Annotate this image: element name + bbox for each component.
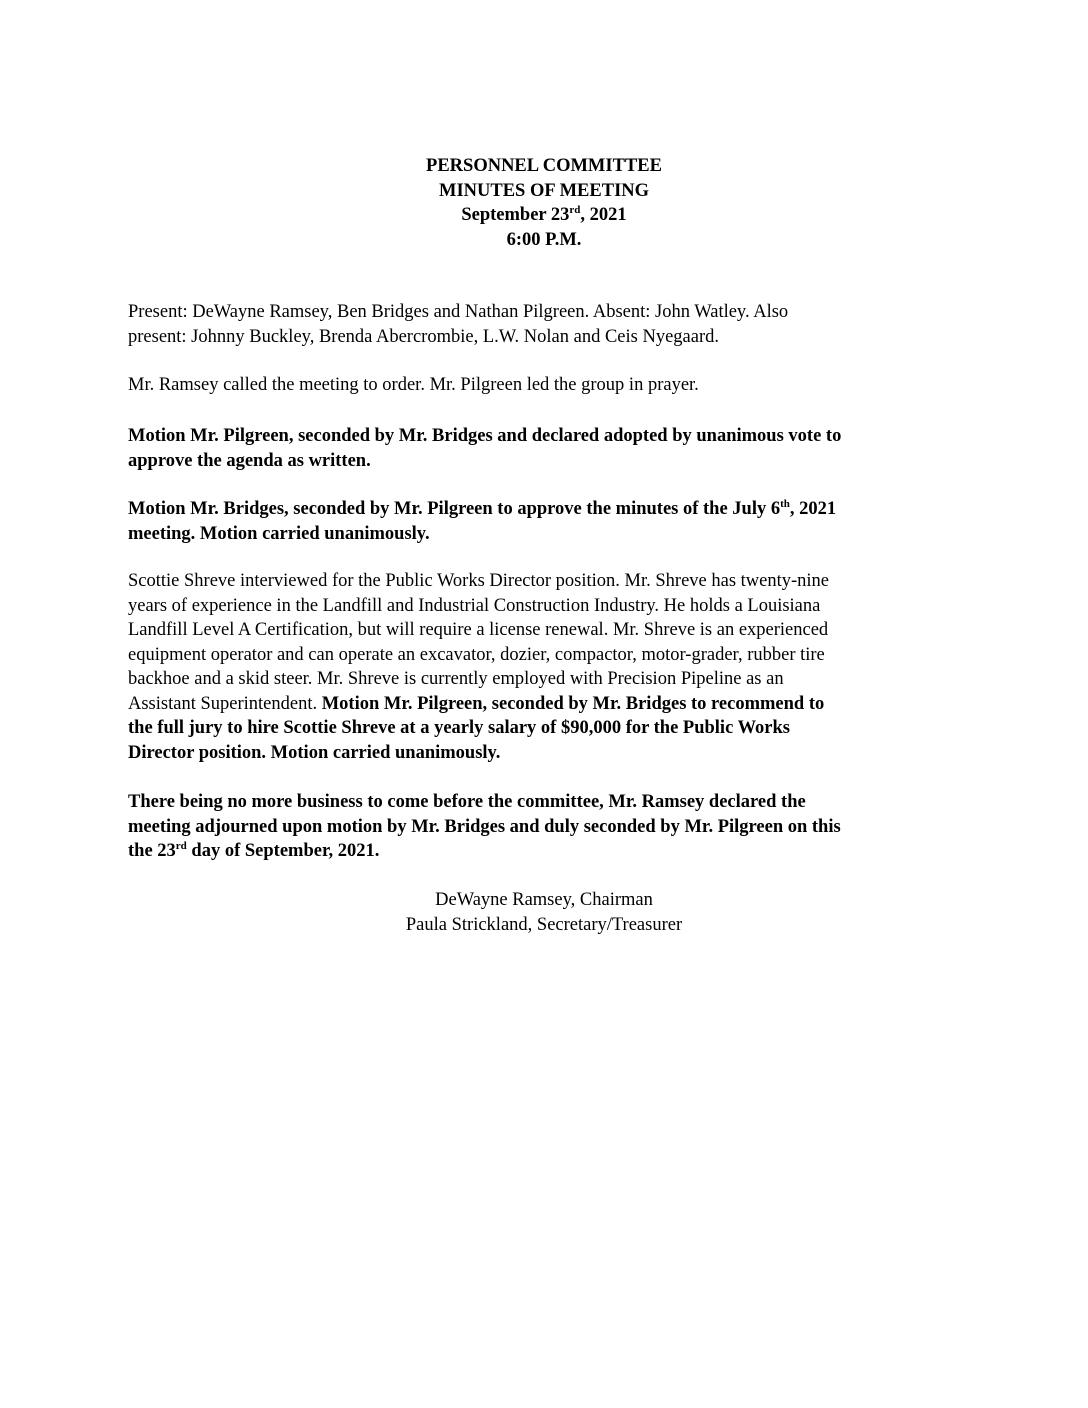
- interview-line-5: backhoe and a skid steer. Mr. Shreve is currently employed with Precision Pipeline as an: [128, 669, 784, 689]
- adjourn-line-3: [128, 839, 968, 864]
- interview-line-1: Scottie Shreve interviewed for the Public Works Director position. Mr. Shreve has twenty-nine: [128, 571, 830, 591]
- minutes-subtitle: MINUTES OF MEETING: [438, 180, 650, 201]
- call-to-order-line: Mr. Ramsey called the meeting to order. Mr. Pilgreen led the group in prayer.: [128, 375, 699, 395]
- attendance-line-1: Present: DeWayne Ramsey, Ben Bridges and Nathan Pilgreen. Absent: John Watley. Also: [128, 302, 789, 322]
- secretary-signature: Paula Strickland, Secretary/Treasurer: [405, 914, 683, 935]
- motion-minutes-ordinal: th: [780, 497, 790, 510]
- adjourn-line-2: meeting adjourned upon motion by Mr. Bridges and duly seconded by Mr. Pilgreen on this: [128, 816, 841, 837]
- committee-title: PERSONNEL COMMITTEE: [426, 156, 662, 176]
- interview-line-2: years of experience in the Landfill and Industrial Construction Industry. He holds a Louisiana: [128, 595, 821, 616]
- motion-agenda-paragraph: [128, 424, 968, 473]
- chairman-signature: DeWayne Ramsey, Chairman: [435, 890, 653, 910]
- meeting-time: 6:00 P.M.: [506, 229, 582, 250]
- interview-line-6-plain: Assistant Superintendent.: [128, 693, 322, 714]
- adjourn-paragraph: [128, 790, 968, 864]
- meeting-date-prefix: September 23: [461, 205, 570, 225]
- interview-line-8: Director position. Motion carried unanimously.: [128, 742, 501, 763]
- interview-paragraph: [128, 569, 968, 765]
- motion-minutes-paragraph: [128, 497, 968, 546]
- signature-block: [0, 888, 1088, 937]
- meeting-date: [0, 203, 1088, 228]
- meeting-date-ordinal: rd: [569, 203, 581, 216]
- call-to-order-paragraph: [128, 373, 968, 398]
- meeting-date-suffix: , 2021: [580, 205, 627, 225]
- interview-line-3: Landfill Level A Certification, but will require a license renewal. Mr. Shreve is an experienced: [128, 620, 829, 640]
- attendance-line-2: present: Johnny Buckley, Brenda Abercrombie, L.W. Nolan and Ceis Nyegaard.: [128, 326, 719, 347]
- interview-line-7: the full jury to hire Scottie Shreve at a yearly salary of $90,000 for the Public Works: [128, 718, 790, 738]
- adjourn-line-3-suffix: day of September, 2021.: [186, 841, 380, 861]
- motion-agenda-line-2: approve the agenda as written.: [128, 450, 371, 471]
- motion-minutes-line-1-prefix: Motion Mr. Bridges, seconded by Mr. Pilgreen to approve the minutes of the July 6: [128, 499, 781, 519]
- interview-line-6-motion: Motion Mr. Pilgreen, seconded by Mr. Bridges to recommend to: [321, 693, 825, 714]
- motion-minutes-line-1: [128, 497, 968, 522]
- motion-minutes-line-2: meeting. Motion carried unanimously.: [128, 523, 430, 544]
- interview-line-6: [128, 692, 968, 717]
- adjourn-ordinal: rd: [175, 839, 187, 852]
- document-header: [0, 154, 1088, 252]
- motion-agenda-line-1: Motion Mr. Pilgreen, seconded by Mr. Bridges and declared adopted by unanimous vote to: [128, 426, 842, 446]
- attendance-paragraph: [128, 300, 968, 349]
- interview-line-4: equipment operator and can operate an excavator, dozier, compactor, motor-grader, rubber tire: [128, 644, 825, 665]
- adjourn-line-1: There being no more business to come before the committee, Mr. Ramsey declared the: [128, 792, 806, 812]
- motion-minutes-line-1-suffix: , 2021: [789, 499, 837, 519]
- adjourn-line-3-prefix: the 23: [128, 841, 176, 861]
